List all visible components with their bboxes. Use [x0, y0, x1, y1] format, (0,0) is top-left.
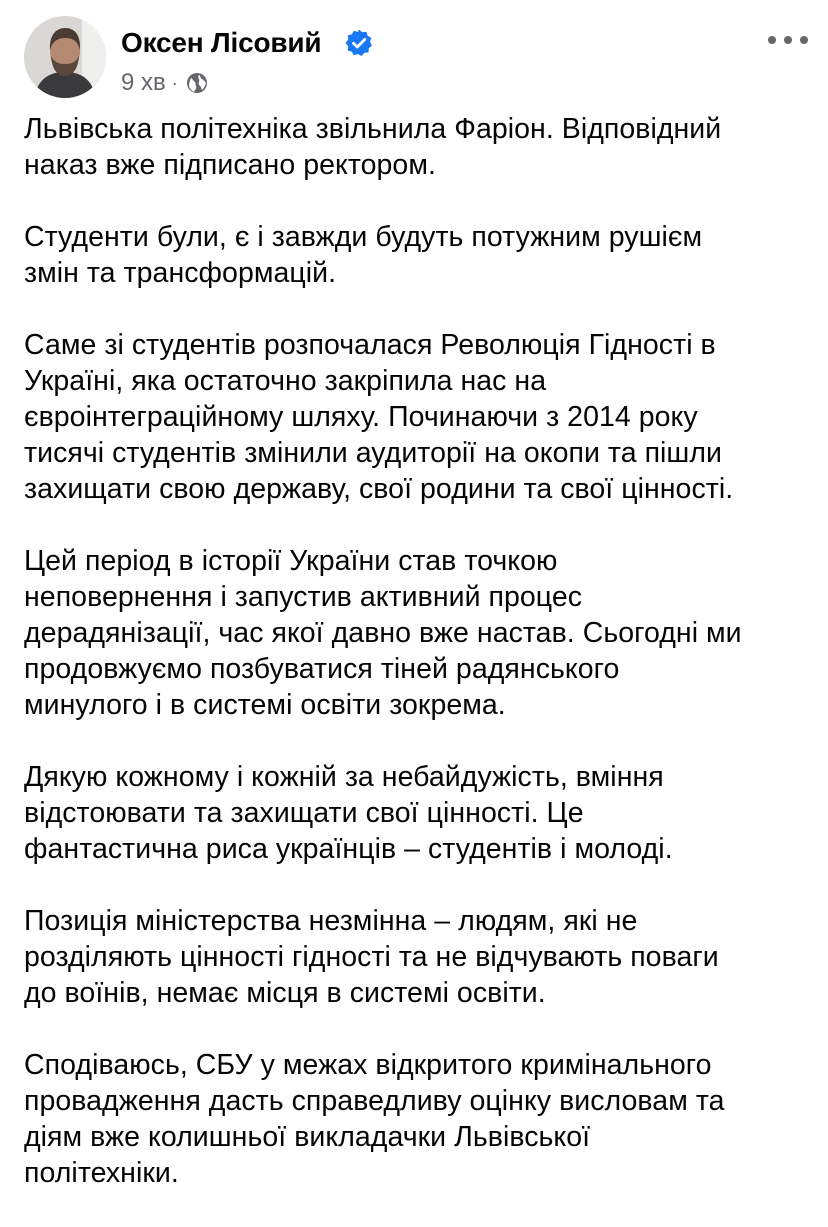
- verified-badge-icon: [344, 28, 374, 58]
- post-paragraph: Саме зі студентів розпочалася Революція Гідності в Україні, яка остаточно закріпила нас на євроінтеграційному шляху. Починаючи з 2014 року тисячі студентів змінили аудиторії на окопи та пішли захищати свою державу, свої родини та свої цінності.: [24, 329, 734, 505]
- author-avatar[interactable]: [24, 16, 106, 98]
- post-time[interactable]: 9 хв: [121, 69, 166, 96]
- post-body: [24, 111, 814, 1227]
- post-paragraph: Дякую кожному і кожній за небайдужість, вміння відстоювати та захищати свої цінності. Це фантастична риса українців – студентів і молоді.: [24, 761, 673, 865]
- more-options-icon[interactable]: [768, 30, 808, 50]
- post-paragraph: Позиція міністерства незмінна – людям, які не розділяють цінності гідності та не відчувають поваги до воїнів, немає місця в системі освіти.: [24, 905, 719, 1009]
- profile-photo: [24, 16, 106, 98]
- author-name[interactable]: Оксен Лісовий: [121, 27, 322, 58]
- post-paragraph: Студенти були, є і завжди будуть потужним рушієм змін та трансформацій.: [24, 221, 703, 289]
- more-dot: [800, 36, 808, 44]
- post-paragraph: Цей період в історії України став точкою неповернення і запустив активний процес дерадянізації, час якої давно вже настав. Сьогодні ми продовжуємо позбуватися тіней радянського минулого і в системі освіти зокрема.: [24, 545, 742, 721]
- meta-separator: ·: [171, 72, 178, 93]
- globe-icon[interactable]: [186, 72, 208, 94]
- post-paragraph: Львівська політехніка звільнила Фаріон. Відповідний наказ вже підписано ректором.: [24, 113, 722, 181]
- more-dot: [768, 36, 776, 44]
- post-paragraph: Сподіваюсь, СБУ у межах відкритого кримінального провадження дасть справедливу оцінку висловам та діям вже колишньої викладачки Львівської політехніки.: [24, 1049, 725, 1189]
- post-meta: [121, 68, 208, 98]
- post-header: [24, 16, 808, 98]
- more-dot: [784, 36, 792, 44]
